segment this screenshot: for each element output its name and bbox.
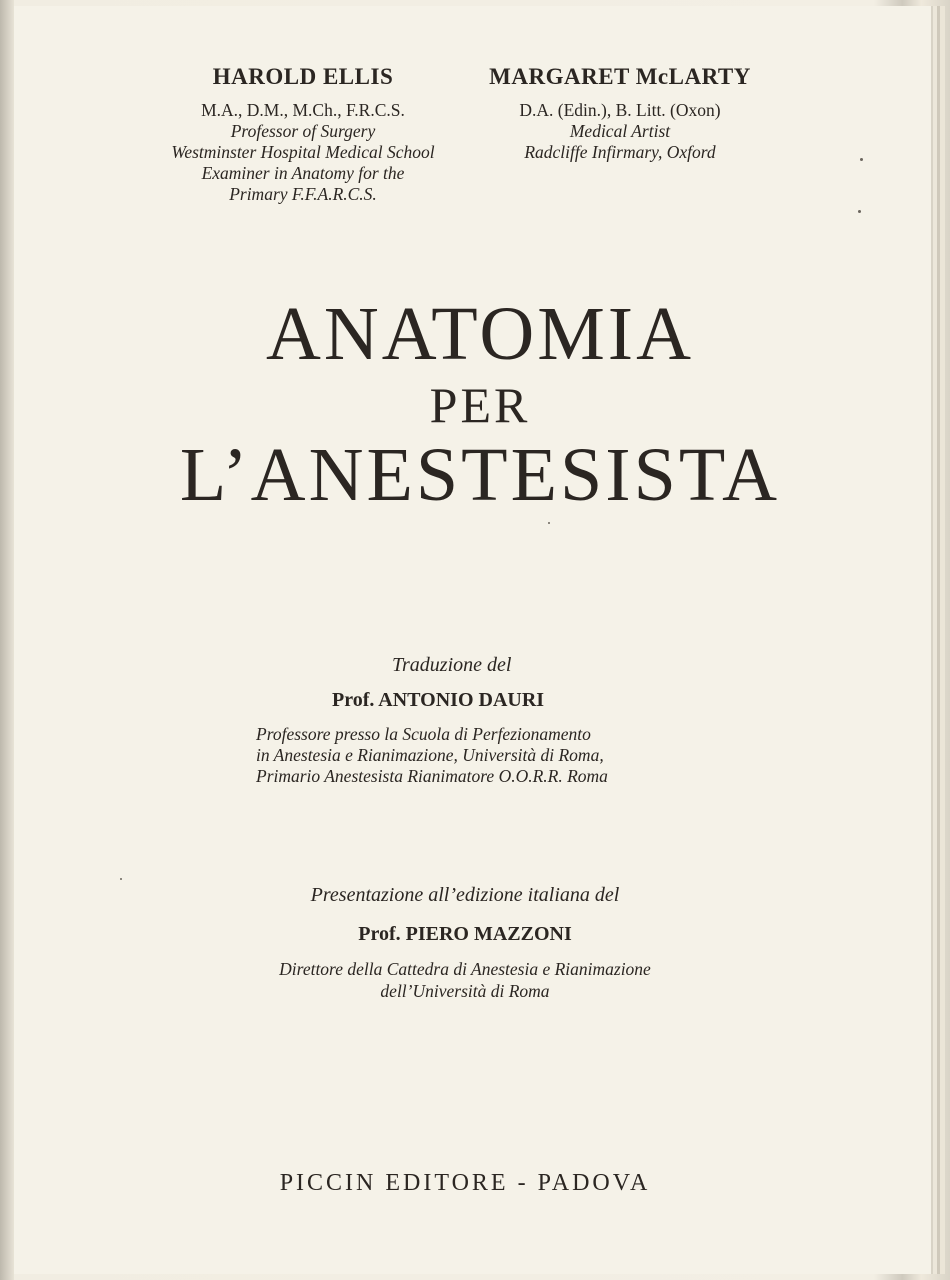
- author-role: Radcliffe Infirmary, Oxford: [524, 142, 716, 162]
- author-role: Primary F.F.A.R.C.S.: [229, 184, 377, 204]
- paper-speck: [120, 878, 122, 880]
- paper-speck: [860, 158, 863, 161]
- author-role: Medical Artist: [569, 121, 671, 141]
- binding-edge: [0, 0, 14, 1280]
- author-block-mclarty: [460, 64, 780, 163]
- presenter-role: Direttore della Cattedra di Anestesia e Rianimazione: [279, 959, 651, 979]
- title-line-3: L’ANESTESISTA: [179, 433, 781, 517]
- author-role: Examiner in Anatomy for the: [201, 163, 405, 183]
- translator-role: Professore presso la Scuola di Perfezionamento: [256, 724, 591, 744]
- author-role: Westminster Hospital Medical School: [171, 142, 435, 162]
- title-line-2: PER: [429, 377, 531, 433]
- presenter-name: Prof. PIERO MAZZONI: [358, 923, 572, 945]
- translator-role: Primario Anestesista Rianimatore O.O.R.R. Roma: [256, 766, 608, 786]
- author-qualifications: D.A. (Edin.), B. Litt. (Oxon): [519, 100, 721, 120]
- presenter-role: dell’Università di Roma: [380, 981, 550, 1001]
- author-name: MARGARET McLARTY: [489, 64, 751, 89]
- paper-speck: [548, 522, 550, 524]
- author-block-ellis: [128, 64, 478, 205]
- presentation-label: Presentazione all’edizione italiana del: [310, 884, 620, 906]
- translation-label: Traduzione del: [392, 654, 512, 676]
- translator-name: Prof. ANTONIO DAURI: [332, 689, 545, 711]
- translator-role: in Anestesia e Rianimazione, Università di Roma,: [256, 745, 604, 765]
- translation-credit: [230, 654, 720, 787]
- book-title: [130, 292, 830, 516]
- publisher-imprint: PICCIN EDITORE - PADOVA: [279, 1170, 651, 1196]
- author-qualifications: M.A., D.M., M.Ch., F.R.C.S.: [201, 100, 405, 120]
- author-name: HAROLD ELLIS: [212, 64, 394, 89]
- author-role: Professor of Surgery: [230, 121, 376, 141]
- presentation-credit: [230, 884, 700, 1002]
- title-line-1: ANATOMIA: [266, 292, 694, 376]
- paper-speck: [858, 210, 861, 213]
